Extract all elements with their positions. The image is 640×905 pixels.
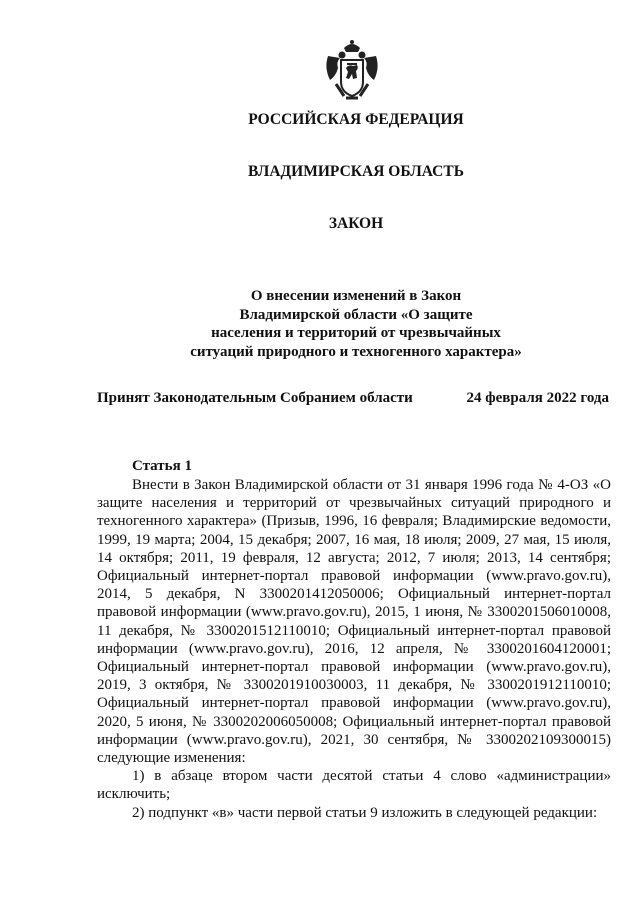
country-heading: РОССИЙСКАЯ ФЕДЕРАЦИЯ <box>248 111 464 128</box>
subject-line: ситуаций природного и техногенного характера» <box>190 343 522 360</box>
adoption-date: 24 февраля 2022 года <box>466 390 609 406</box>
region-heading: ВЛАДИМИРСКАЯ ОБЛАСТЬ <box>248 163 464 180</box>
law-subject-title <box>180 287 532 361</box>
coat-of-arms-icon <box>322 38 382 104</box>
article-title: Статья 1 <box>132 458 192 474</box>
article-paragraph: Внести в Закон Владимирской области от 31 января 1996 года № 4-ОЗ «О защите населения и территорий от чрезвычайных ситуаций природного и техногенного характера» (Призыв, 1996, 16 февраля; Владимирские ведомости, 1999, 19 марта; 2004, 15 декабря; 2007, 16 мая, 18 июля; 2009, 27 мая, 15 июля, 14 октября; 2011, 19 февраля, 12 августа; 2012, 7 июля; 2013, 14 сентября; Официальный интернет-портал правовой информации (www.pravo.gov.ru), 2014, 5 декабря, N 3300201412050006; Официальный интернет-портал правовой информации (www.pravo.gov.ru), 2015, 1 июня, № 3300201506010008, 11 декабря, № 3300201512110010; Официальный интернет-портал правовой информации (www.pravo.gov.ru), 2016, 12 апреля, № 3300201604120001; Официальный интернет-портал правовой информации (www.pravo.gov.ru), 2019, 3 октября, № 3300201910030003, 11 декабря, № 3300201912110010; Официальный интернет-портал правовой информации (www.pravo.gov.ru), 2020, 5 июня, № 3300202006050008; Официальный интернет-портал правовой информации (www.pravo.gov.ru), 2021, 30 сентября, № 3300202109300015) следующие изменения: <box>97 477 611 767</box>
adopted-by: Принят Законодательным Собранием области <box>97 390 413 406</box>
subject-line: населения и территорий от чрезвычайных <box>211 325 501 341</box>
article-body <box>97 476 611 822</box>
adoption-line <box>97 390 609 407</box>
article-paragraph: 2) подпункт «в» части первой статьи 9 изложить в следующей редакции: <box>132 804 598 821</box>
article-paragraph: 1) в абзаце втором части десятой статьи 4 слово «администрации» исключить; <box>97 768 611 803</box>
subject-line: О внесении изменений в Закон <box>250 288 462 304</box>
subject-line: Владимирской области «О защите <box>239 306 473 323</box>
document-type-heading: ЗАКОН <box>328 215 384 232</box>
